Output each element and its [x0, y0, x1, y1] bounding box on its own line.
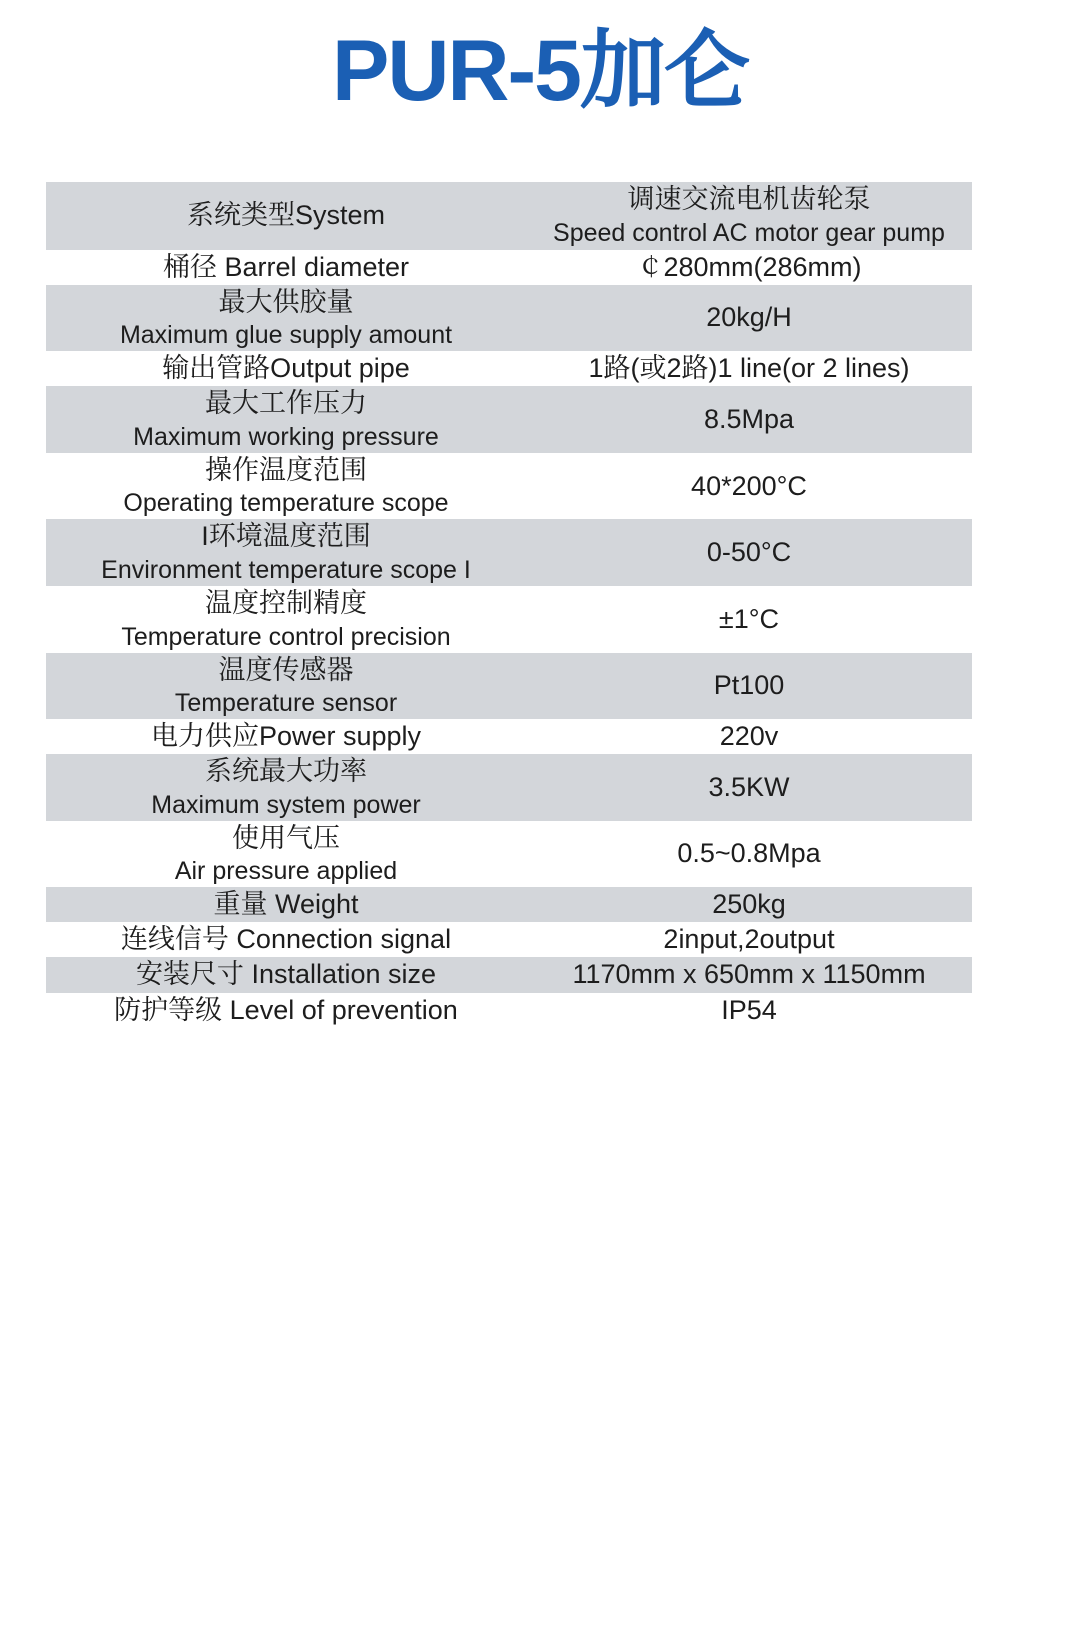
table-row — [46, 993, 972, 1028]
spec-value-zh: 250kg — [712, 889, 786, 920]
spec-value-cell — [526, 957, 972, 992]
spec-label-zh: 温度控制精度 — [205, 587, 367, 618]
spec-value-cell — [526, 653, 972, 720]
spec-label-cell — [46, 182, 526, 250]
table-row — [46, 519, 972, 586]
spec-label-zh: 温度传感器 — [218, 654, 354, 685]
table-row — [46, 922, 972, 957]
spec-label-zh: I环境温度范围 — [201, 521, 371, 552]
table-row — [46, 887, 972, 922]
spec-value-zh: 8.5Mpa — [703, 404, 795, 435]
specifications-table — [46, 182, 972, 1028]
spec-value-zh: 调速交流电机齿轮泵 — [627, 184, 871, 214]
spec-label-zh: 最大供胶量 — [218, 286, 354, 317]
spec-value-cell — [526, 519, 972, 586]
spec-value-cell — [526, 285, 972, 352]
spec-value-cell — [526, 719, 972, 754]
spec-label-zh: 电力供应Power supply — [150, 721, 422, 752]
table-row — [46, 754, 972, 821]
spec-label-cell — [46, 519, 526, 586]
spec-label-en: Maximum working pressure — [133, 422, 439, 451]
spec-label-en: Environment temperature scope I — [101, 555, 471, 584]
spec-value-zh: Pt100 — [713, 670, 785, 701]
spec-value-zh: 1170mm x 650mm x 1150mm — [572, 959, 926, 990]
spec-value-cell — [526, 453, 972, 520]
spec-value-cell — [526, 821, 972, 888]
table-row — [46, 351, 972, 386]
table-row — [46, 250, 972, 285]
spec-label-en: Maximum system power — [151, 790, 421, 819]
table-row — [46, 653, 972, 720]
spec-label-cell — [46, 285, 526, 352]
spec-label-en: Temperature control precision — [121, 622, 451, 651]
spec-value-cell — [526, 887, 972, 922]
table-row — [46, 821, 972, 888]
table-row — [46, 386, 972, 453]
spec-value-zh: IP54 — [721, 994, 777, 1025]
spec-label-cell — [46, 250, 526, 285]
spec-value-cell — [526, 351, 972, 386]
spec-label-zh: 系统最大功率 — [205, 756, 367, 787]
spec-value-en: Speed control AC motor gear pump — [553, 219, 945, 248]
spec-label-cell — [46, 821, 526, 888]
spec-label-cell — [46, 719, 526, 754]
spec-value-zh: 40*200°C — [691, 470, 807, 501]
table-row — [46, 957, 972, 992]
spec-label-zh: 最大工作压力 — [205, 388, 367, 419]
spec-label-zh: 操作温度范围 — [205, 454, 367, 485]
table-row — [46, 586, 972, 653]
spec-value-cell — [526, 182, 972, 250]
spec-label-cell — [46, 887, 526, 922]
table-row — [46, 719, 972, 754]
spec-label-zh: 连线信号 Connection signal — [120, 924, 452, 955]
spec-label-zh: 桶径 Barrel diameter — [162, 251, 410, 282]
spec-label-en: Temperature sensor — [174, 689, 398, 718]
spec-value-zh: 0-50°C — [706, 537, 792, 568]
spec-label-cell — [46, 993, 526, 1028]
spec-label-cell — [46, 351, 526, 386]
spec-value-cell — [526, 250, 972, 285]
spec-label-zh: 输出管路Output pipe — [162, 353, 410, 384]
spec-value-zh: 2input,2output — [663, 924, 835, 955]
spec-label-cell — [46, 386, 526, 453]
spec-value-cell — [526, 586, 972, 653]
specifications-table-body — [46, 182, 972, 1028]
spec-label-zh: 重量 Weight — [213, 889, 359, 920]
table-row — [46, 285, 972, 352]
spec-value-cell — [526, 754, 972, 821]
spec-label-zh: 安装尺寸 Installation size — [135, 959, 437, 990]
spec-label-cell — [46, 922, 526, 957]
spec-label-cell — [46, 653, 526, 720]
table-row — [46, 453, 972, 520]
spec-label-cell — [46, 957, 526, 992]
spec-label-cell — [46, 754, 526, 821]
spec-value-zh: 1路(或2路)1 line(or 2 lines) — [588, 353, 910, 384]
spec-value-cell — [526, 386, 972, 453]
spec-label-zh: 系统类型System — [186, 200, 386, 231]
page-title: PUR-5加仑 — [331, 23, 749, 119]
spec-value-zh: 220v — [719, 721, 779, 752]
spec-value-zh: 3.5KW — [708, 771, 790, 802]
spec-label-en: Maximum glue supply amount — [119, 321, 453, 350]
spec-label-en: Operating temperature scope — [123, 489, 449, 518]
spec-value-zh: ￠280mm(286mm) — [636, 251, 862, 282]
spec-label-zh: 防护等级 Level of prevention — [114, 994, 458, 1025]
spec-value-zh: 0.5~0.8Mpa — [677, 838, 821, 869]
table-row — [46, 182, 972, 250]
spec-label-zh: 使用气压 — [232, 822, 340, 853]
spec-value-cell — [526, 993, 972, 1028]
spec-label-cell — [46, 453, 526, 520]
spec-value-zh: ±1°C — [718, 603, 780, 634]
spec-value-zh: 20kg/H — [706, 302, 792, 333]
spec-label-en: Air pressure applied — [174, 857, 398, 886]
spec-label-cell — [46, 586, 526, 653]
spec-value-cell — [526, 922, 972, 957]
